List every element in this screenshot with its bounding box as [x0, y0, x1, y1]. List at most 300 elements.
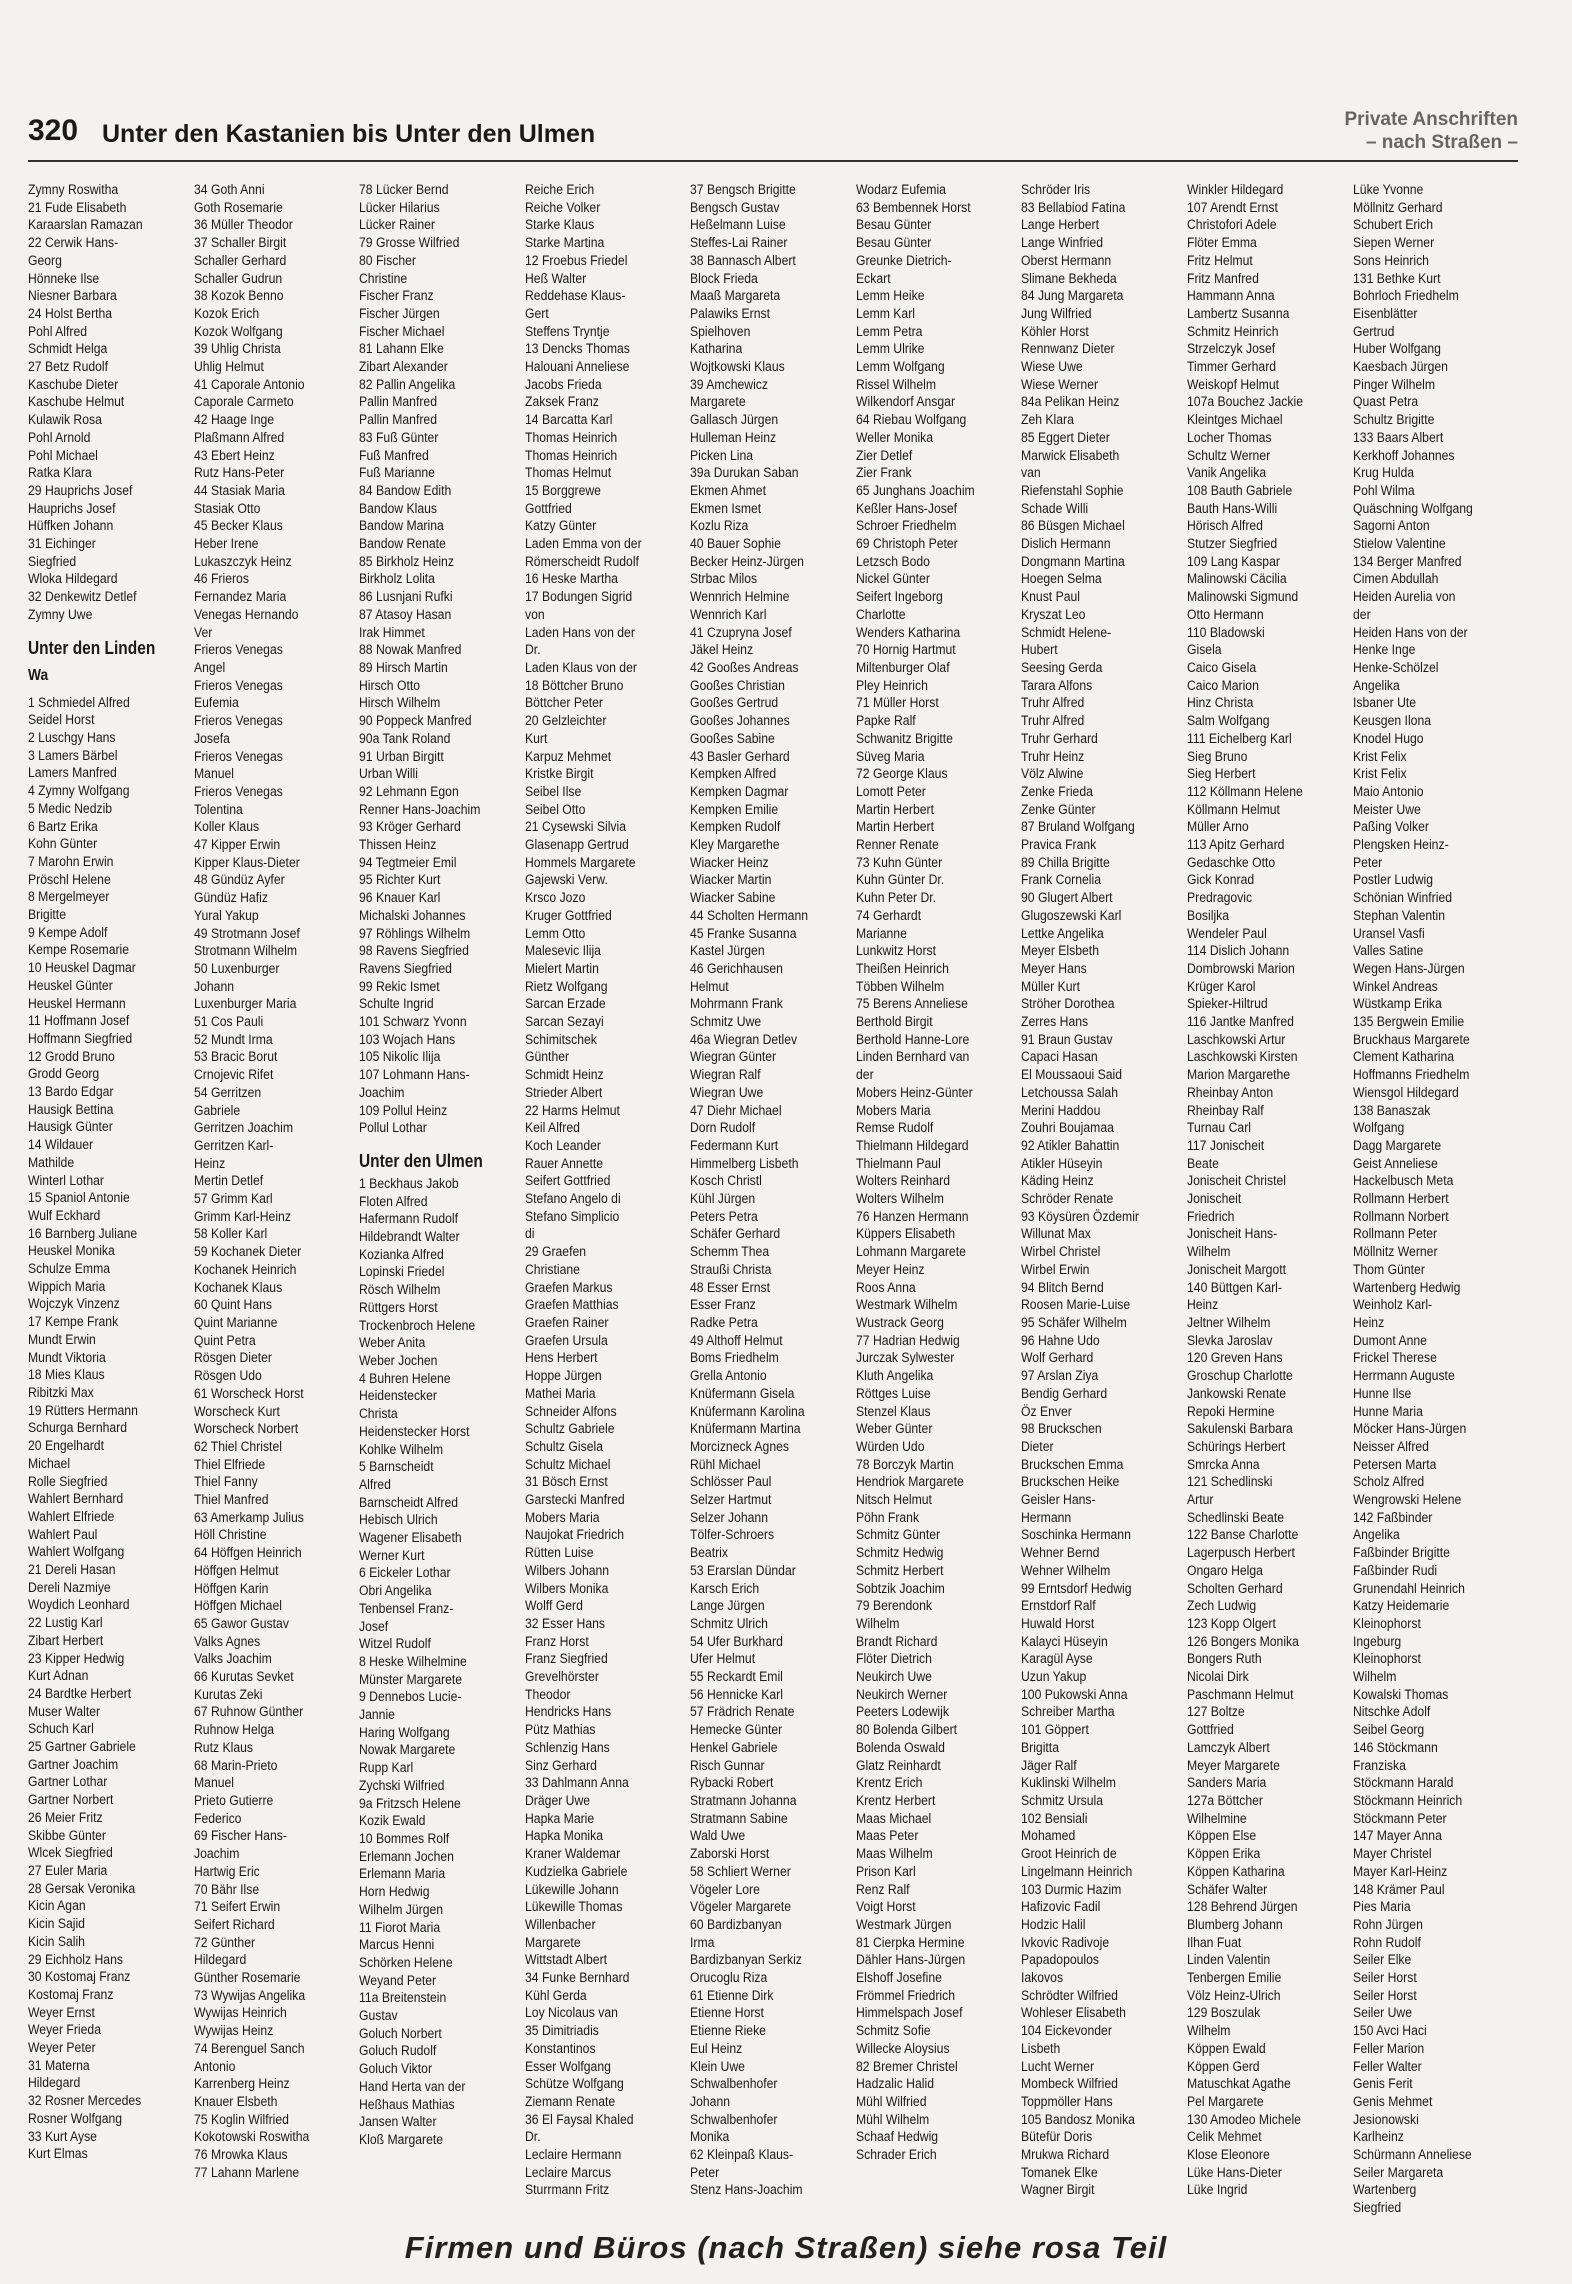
directory-entry: 84 Bandow Edith [359, 482, 452, 499]
directory-entry: Wahlert Bernhard [28, 1491, 124, 1508]
directory-entry: Schroer Friedhelm [855, 518, 957, 535]
directory-entry: Krist Felix [1352, 748, 1407, 765]
directory-entry: Wohleser Elisabeth [1021, 2005, 1127, 2022]
directory-entry: 92 Lehmann Egon [359, 783, 459, 800]
directory-entry: 49 Althoff Helmut [690, 1332, 783, 1349]
directory-entry: Rühl Michael [690, 1456, 761, 1473]
directory-entry: Malinowski Sigmund [1186, 589, 1299, 606]
directory-entry: Jansen Walter [359, 2114, 437, 2131]
directory-entry: Karpuz Mehmet [524, 748, 611, 765]
directory-entry: Caporale Carmeto [193, 394, 294, 411]
directory-entry: Kloß Margarete [359, 2131, 444, 2148]
directory-entry: 87 Bruland Wolfgang [1021, 819, 1136, 836]
directory-entry: Krentz Erich [855, 1775, 923, 1792]
directory-entry: Zenke Günter [1021, 801, 1096, 818]
directory-entry: Artur [1186, 1492, 1214, 1509]
directory-entry: 82 Bremer Christel [855, 2058, 958, 2075]
directory-entry: Maas Michael [855, 1810, 932, 1827]
directory-entry: Linden Bernhard van [855, 1049, 970, 1066]
directory-entry: Seibel Georg [1352, 1722, 1424, 1739]
directory-entry: Höffgen Karin [193, 1580, 268, 1597]
directory-entry: Seiler Horst [1352, 1970, 1417, 1987]
directory-entry: 41 Czupryna Josef [690, 624, 792, 641]
directory-entry: Wengrowski Helene [1352, 1492, 1461, 1509]
directory-entry: Wolters Reinhard [855, 1173, 950, 1190]
directory-entry: 30 Kostomaj Franz [28, 1969, 131, 1986]
directory-entry: Schmidt Helga [28, 341, 108, 358]
directory-column [359, 182, 501, 2222]
directory-entry: Laden Hans von der [524, 624, 635, 641]
directory-column [1353, 182, 1495, 2222]
directory-entry: 148 Krämer Paul [1352, 1881, 1445, 1898]
directory-entry: Schütze Wolfgang [524, 2076, 624, 2093]
directory-entry: Worscheck Norbert [193, 1421, 298, 1438]
directory-entry: Selzer Hartmut [690, 1492, 772, 1509]
directory-entry: Uzun Yakup [1021, 1669, 1087, 1686]
directory-entry: Wennrich Helmine [690, 589, 790, 606]
directory-entry: 53 Erarslan Dündar [690, 1562, 797, 1579]
directory-entry: Himmelspach Josef [855, 2005, 963, 2022]
directory-entry: Schubert Erich [1352, 217, 1433, 234]
directory-entry: 38 Kozok Benno [193, 288, 284, 305]
directory-entry: Petersen Marta [1352, 1456, 1436, 1473]
directory-entry: Dieter [1021, 1438, 1054, 1455]
directory-entry: Ruhnow Helga [193, 1722, 274, 1739]
directory-entry: 90 Glugert Albert [1021, 890, 1113, 907]
directory-entry: Heß Walter [524, 270, 586, 287]
directory-entry: Schmitz Ursula [1021, 1792, 1104, 1809]
directory-entry: Kühl Gerda [524, 1987, 587, 2004]
directory-entry: Heiden Hans von der [1352, 624, 1468, 641]
directory-entry: Beatrix [690, 1545, 729, 1562]
directory-entry: Krüger Karol [1186, 978, 1256, 995]
directory-entry: Riefenstahl Sophie [1021, 482, 1124, 499]
directory-entry: Stielow Valentine [1352, 536, 1446, 553]
directory-entry: Sturrmann Fritz [524, 2182, 609, 2199]
directory-entry: Kokotowski Roswitha [193, 2129, 309, 2146]
directory-entry: Kudzielka Gabriele [524, 1863, 628, 1880]
directory-entry: Spielhoven [690, 323, 751, 340]
directory-entry: 32 Denkewitz Detlef [28, 589, 137, 606]
directory-entry: Schönian Winfried [1352, 890, 1452, 907]
directory-entry: Ravens Siegfried [359, 960, 453, 977]
directory-entry: 71 Seifert Erwin [193, 1899, 280, 1916]
directory-entry: Sakulenski Barbara [1186, 1421, 1293, 1438]
directory-entry: Pies Maria [1352, 1899, 1411, 1916]
directory-entry: Kicin Sajid [28, 1916, 85, 1933]
directory-entry: Plaßmann Alfred [193, 429, 284, 446]
directory-entry: Sieg Herbert [1186, 766, 1256, 783]
directory-entry: Strzelczyk Josef [1186, 341, 1276, 358]
directory-entry: Bardizbanyan Serkiz [690, 1952, 803, 1969]
directory-entry: Cimen Abdullah [1352, 571, 1438, 588]
directory-entry: Federico [193, 1810, 242, 1827]
directory-entry: Pallin Manfred [359, 412, 438, 429]
directory-entry: Smrcka Anna [1186, 1456, 1260, 1473]
directory-entry: Geist Anneliese [1352, 1155, 1438, 1172]
directory-entry: Westmark Jürgen [855, 1916, 952, 1933]
directory-entry: Kicin Salih [28, 1933, 85, 1950]
directory-entry: Rolle Siegfried [28, 1473, 108, 1490]
directory-entry: Kurt [524, 730, 548, 747]
directory-entry: Klose Eleonore [1186, 2147, 1270, 2164]
directory-entry: Matuschkat Agathe [1186, 2076, 1291, 2093]
directory-entry: Mühl Wilhelm [855, 2111, 930, 2128]
directory-entry: 79 Berendonk [855, 1598, 932, 1615]
directory-entry: Schäfer Walter [1186, 1881, 1268, 1898]
directory-entry: Knauer Elsbeth [193, 2093, 277, 2110]
directory-entry: Schwalbenhofer [690, 2076, 778, 2093]
directory-entry: Capaci Hasan [1021, 1049, 1099, 1066]
directory-entry: Römerscheidt Rudolf [524, 553, 639, 570]
directory-entry: Wolfgang [1352, 1120, 1404, 1137]
directory-entry: Konstantinos [524, 2040, 596, 2057]
directory-entry: Schultz Michael [524, 1456, 611, 1473]
directory-entry: Valles Satine [1352, 943, 1423, 960]
directory-entry: Kuhn Peter Dr. [855, 890, 936, 907]
directory-entry: Gertrud [1352, 323, 1394, 340]
directory-entry: Kostomaj Franz [28, 1986, 114, 2003]
directory-entry: Köllmann Helmut [1186, 801, 1280, 818]
directory-entry: Frömmel Friedrich [855, 1987, 955, 2004]
directory-entry: Kluth Angelika [855, 1368, 934, 1385]
directory-entry: 21 Cysewski Silvia [524, 819, 626, 836]
directory-entry: Jannie [359, 1707, 396, 1724]
directory-entry: Schmidt Heinz [524, 1067, 604, 1084]
directory-entry: Gooßes Christian [690, 677, 786, 694]
directory-entry: 85 Eggert Dieter [1021, 429, 1111, 446]
directory-entry: Lemm Otto [524, 925, 586, 942]
directory-entry: Werner Kurt [359, 1547, 425, 1564]
directory-entry: Reiche Erich [524, 182, 594, 198]
directory-entry: Lukaszczyk Heinz [193, 553, 292, 570]
directory-entry: 94 Blitch Bernd [1021, 1279, 1105, 1296]
directory-entry: 100 Pukowski Anna [1021, 1686, 1128, 1703]
directory-entry: Wiacker Heinz [690, 854, 769, 871]
directory-entry: Zaborski Horst [690, 1846, 770, 1863]
directory-entry: 27 Euler Maria [28, 1862, 108, 1879]
directory-entry: Gallasch Jürgen [690, 412, 779, 429]
directory-entry: Stutzer Siegfried [1186, 536, 1278, 553]
directory-entry: Franziska [1352, 1757, 1406, 1774]
directory-entry: Wolff Gerd [524, 1598, 583, 1615]
directory-entry: Wartenberg Hedwig [1352, 1279, 1460, 1296]
directory-entry: Starke Klaus [524, 217, 594, 234]
directory-entry: Repoki Hermine [1186, 1403, 1275, 1420]
directory-entry: Blumberg Johann [1186, 1916, 1283, 1933]
directory-entry: Renz Ralf [855, 1881, 910, 1898]
directory-entry: 140 Büttgen Karl- [1186, 1279, 1282, 1296]
directory-entry: Wahlert Elfriede [28, 1508, 115, 1525]
directory-entry: Pohl Michael [28, 447, 98, 464]
directory-entry: 80 Bolenda Gilbert [855, 1722, 957, 1739]
directory-entry: Schaller Gudrun [193, 270, 282, 287]
directory-entry: Nowak Margarete [359, 1742, 456, 1759]
directory-entry: Möllnitz Gerhard [1352, 199, 1443, 216]
directory-entry: Ekmen Ismet [690, 500, 762, 517]
directory-entry: Schulte Ingrid [359, 996, 434, 1013]
directory-entry: Rybacki Robert [690, 1775, 774, 1792]
district-code: Wa [28, 666, 49, 684]
directory-entry: Scholten Gerhard [1186, 1580, 1283, 1597]
directory-entry: Völz Heinz-Ulrich [1186, 1987, 1281, 2004]
directory-entry: Kicin Agan [28, 1898, 86, 1915]
street-heading: Unter den Ulmen [359, 1150, 483, 1171]
directory-entry: Fritz Helmut [1186, 252, 1253, 269]
directory-entry: Kempken Dagmar [690, 783, 789, 800]
directory-entry: Johann [690, 2093, 731, 2110]
directory-entry: Weyer Peter [28, 2040, 96, 2057]
directory-entry: Ver [193, 624, 212, 641]
directory-entry: Seesing Gerda [1021, 659, 1103, 676]
directory-entry: Karsch Erich [690, 1580, 760, 1597]
directory-entry: Reddehase Klaus- [524, 288, 626, 305]
directory-entry: Meister Uwe [1352, 801, 1421, 818]
directory-entry: Stasiak Otto [193, 500, 261, 517]
directory-entry: Marcus Henni [359, 1937, 435, 1954]
directory-entry: 69 Christoph Peter [855, 536, 958, 553]
directory-entry: Maio Antonio [1352, 783, 1424, 800]
directory-entry: Schlenzig Hans [524, 1739, 610, 1756]
directory-entry: Starke Martina [524, 235, 605, 252]
directory-entry: Isbaner Ute [1352, 695, 1416, 712]
directory-entry: Dislich Hermann [1021, 536, 1111, 553]
directory-entry: Mobers Heinz-Günter [855, 1084, 973, 1101]
directory-entry: 101 Schwarz Yvonn [359, 1014, 467, 1031]
directory-entry: Fischer Jürgen [359, 305, 440, 322]
directory-entry: Wodarz Eufemia [855, 182, 946, 198]
directory-entry: Schmidt Helene- [1021, 624, 1112, 641]
directory-entry: Karlheinz [1352, 2129, 1404, 2146]
directory-entry: 94 Tegtmeier Emil [359, 854, 457, 871]
directory-entry: 9 Dennebos Lucie- [359, 1689, 462, 1706]
directory-entry: 46 Frieros [193, 571, 249, 588]
directory-entry: 134 Berger Manfred [1352, 553, 1462, 570]
directory-entry: Goluch Norbert [359, 2025, 442, 2042]
directory-entry: Köppen Gerd [1186, 2058, 1260, 2075]
directory-entry: Rüttgers Horst [359, 1299, 438, 1316]
directory-entry: Bolenda Oswald [855, 1739, 945, 1756]
directory-entry: Bandow Klaus [359, 500, 438, 517]
directory-entry: Leclaire Hermann [524, 2147, 621, 2164]
directory-entry: Atikler Hüseyin [1021, 1155, 1103, 1172]
directory-entry: Margarete [690, 394, 746, 411]
directory-entry: 53 Bracic Borut [193, 1049, 277, 1066]
directory-entry: Weber Günter [855, 1421, 933, 1438]
directory-entry: Weyand Peter [359, 1972, 437, 1989]
directory-entry: Maas Peter [855, 1828, 919, 1845]
directory-entry: Christiane [524, 1261, 580, 1278]
directory-entry: 96 Knauer Karl [359, 890, 441, 907]
directory-entry: Rollmann Herbert [1352, 1191, 1449, 1208]
directory-entry: Jäger Ralf [1021, 1757, 1077, 1774]
directory-entry: Angelika [1352, 1527, 1400, 1544]
directory-entry: Brandt Richard [855, 1633, 938, 1650]
directory-entry: Rheinbay Anton [1186, 1084, 1274, 1101]
directory-entry: Wlcek Siegfried [28, 1845, 113, 1862]
directory-entry: Kruger Gottfried [524, 907, 612, 924]
directory-entry: Besau Günter [855, 235, 932, 252]
directory-entry: 18 Mies Klaus [28, 1367, 105, 1384]
directory-entry: Erlemann Jochen [359, 1848, 455, 1865]
directory-entry: Thiel Manfred [193, 1492, 269, 1509]
directory-entry: Kempken Emilie [690, 801, 779, 818]
directory-entry: 92 Atikler Bahattin [1021, 1137, 1120, 1154]
directory-entry: Alfred [359, 1476, 391, 1493]
directory-entry: Esser Franz [690, 1297, 757, 1314]
directory-entry: Peeters Lodewijk [855, 1704, 949, 1721]
directory-entry: Wahlert Paul [28, 1526, 98, 1543]
directory-entry: Kochanek Klaus [193, 1279, 282, 1296]
directory-entry: Kipper Klaus-Dieter [193, 854, 300, 871]
directory-entry: Hoffmanns Friedhelm [1352, 1067, 1469, 1084]
directory-entry: Kleinophorst [1352, 1651, 1421, 1668]
directory-entry: Bütefür Doris [1021, 2129, 1093, 2146]
page-header [28, 104, 1518, 164]
directory-entry: Lamers Manfred [28, 765, 117, 782]
directory-entry: Knüfermann Gisela [690, 1385, 795, 1402]
directory-entry: Gerritzen Joachim [193, 1120, 293, 1137]
directory-entry: 44 Scholten Hermann [690, 907, 809, 924]
directory-entry: Rauer Annette [524, 1155, 603, 1172]
directory-entry: Stenzel Klaus [855, 1403, 931, 1420]
directory-entry: Neukirch Werner [855, 1686, 948, 1703]
directory-entry: Schultz Brigitte [1352, 412, 1434, 429]
directory-entry: Brigitte [28, 907, 66, 924]
directory-entry: Roosen Marie-Luise [1021, 1297, 1131, 1314]
directory-entry: Gabriele [193, 1102, 240, 1119]
directory-entry: der [1352, 606, 1371, 623]
directory-entry: Zier Detlef [855, 447, 913, 464]
directory-entry: Wilkendorf Ansgar [855, 394, 955, 411]
directory-entry: 103 Durmic Hazim [1021, 1881, 1122, 1898]
directory-entry: 61 Worscheck Horst [193, 1385, 304, 1402]
directory-entry: Willecke Aloysius [855, 2040, 950, 2057]
street-heading: Unter den Linden [28, 637, 156, 658]
directory-entry: Christine [359, 270, 408, 287]
directory-entry: 36 El Faysal Khaled [524, 2111, 634, 2128]
directory-entry: Martin Herbert [855, 819, 934, 836]
directory-entry: 7 Marohn Erwin [28, 853, 114, 870]
directory-entry: Rohn Rudolf [1352, 1934, 1421, 1951]
directory-entry: 80 Fischer [359, 252, 417, 269]
directory-entry: Quäschning Wolfgang [1352, 500, 1473, 517]
directory-entry: Kempken Rudolf [690, 819, 781, 836]
directory-entry: Kozik Ewald [359, 1813, 426, 1830]
directory-entry: Dähler Hans-Jürgen [855, 1952, 966, 1969]
directory-entry: 142 Faßbinder [1352, 1509, 1432, 1526]
directory-entry: Helmut [690, 978, 729, 995]
directory-entry: 9 Kempe Adolf [28, 924, 108, 941]
directory-entry: Höll Christine [193, 1527, 267, 1544]
directory-entry: Süveg Maria [855, 748, 925, 765]
directory-entry: Roos Anna [855, 1279, 916, 1296]
directory-entry: Schemm Thea [690, 1244, 770, 1261]
directory-entry: 104 Eickevonder [1021, 2023, 1113, 2040]
directory-entry: Dumont Anne [1352, 1332, 1427, 1349]
directory-entry: Goluch Rudolf [359, 2043, 437, 2060]
directory-entry: 2 Luschgy Hans [28, 729, 116, 746]
directory-entry: Malesevic Ilija [524, 943, 601, 960]
directory-entry: Lange Jürgen [690, 1598, 765, 1615]
directory-entry: Hörisch Alfred [1186, 518, 1263, 535]
directory-entry: Höffgen Michael [193, 1598, 282, 1615]
directory-entry: Bongers Ruth [1186, 1651, 1262, 1668]
directory-entry: Frieros Venegas [193, 642, 283, 659]
directory-entry: Urban Willi [359, 766, 419, 783]
directory-entry: 3 Lamers Bärbel [28, 747, 118, 764]
directory-entry: 107 Arendt Ernst [1186, 199, 1278, 216]
directory-entry: Zaksek Franz [524, 394, 599, 411]
directory-entry: Eufemia [193, 695, 239, 712]
directory-entry: Katzy Heidemarie [1352, 1598, 1449, 1615]
directory-entry: 121 Schedlinski [1186, 1474, 1273, 1491]
directory-entry: Friedrich [1186, 1208, 1235, 1225]
directory-entry: Wagner Birgit [1021, 2182, 1095, 2199]
directory-entry: Mundt Viktoria [28, 1349, 106, 1366]
directory-entry: Kley Margarethe [690, 837, 780, 854]
directory-entry: 14 Wildauer [28, 1137, 94, 1154]
directory-entry: Wahlert Wolfgang [28, 1544, 125, 1561]
directory-entry: 24 Holst Bertha [28, 305, 113, 322]
directory-entry: Venegas Hernando [193, 606, 299, 623]
directory-entry: Haring Wolfgang [359, 1724, 450, 1741]
directory-entry: 54 Ufer Burkhard [690, 1633, 784, 1650]
directory-entry: Hirsch Otto [359, 677, 421, 694]
directory-entry: Dombrowski Marion [1186, 960, 1295, 977]
directory-entry: 57 Grimm Karl [193, 1191, 273, 1208]
directory-entry: 88 Nowak Manfred [359, 642, 462, 659]
directory-entry: 15 Spaniol Antonie [28, 1190, 130, 1207]
directory-entry: 89 Hirsch Martin [359, 659, 448, 676]
directory-entry: 108 Bauth Gabriele [1186, 482, 1293, 499]
directory-entry: Herrmann Auguste [1352, 1368, 1455, 1385]
directory-entry: Pütz Mathias [524, 1722, 596, 1739]
directory-entry: Kozok Erich [193, 305, 259, 322]
directory-entry: Hafizovic Fadil [1021, 1899, 1101, 1916]
directory-entry: Zier Frank [855, 465, 912, 482]
directory-entry: Zibart Alexander [359, 359, 448, 376]
directory-entry: Valks Joachim [193, 1651, 272, 1668]
directory-entry: 5 Medic Nedzib [28, 800, 113, 817]
directory-entry: 98 Bruckschen [1021, 1421, 1103, 1438]
directory-entry: Lomott Peter [855, 783, 926, 800]
directory-entry: Kristke Birgit [524, 766, 594, 783]
directory-entry: Caico Marion [1186, 677, 1259, 694]
directory-entry: Wartenberg [1352, 2182, 1416, 2199]
directory-entry: Slimane Bekheda [1021, 270, 1118, 287]
directory-column [690, 182, 832, 2222]
footer-note: Firmen und Büros (nach Straßen) siehe rosa Teil [404, 2230, 1168, 2265]
directory-entry: Wilhelm [855, 1615, 900, 1632]
directory-entry: Jeltner Wilhelm [1186, 1315, 1271, 1331]
directory-entry: 74 Berenguel Sanch [193, 2040, 305, 2057]
directory-entry: Huwald Horst [1021, 1615, 1095, 1632]
directory-entry: Berthold Hanne-Lore [855, 1031, 970, 1048]
directory-entry: Stephan Valentin [1352, 907, 1445, 924]
directory-entry: Pröschl Helene [28, 871, 111, 888]
directory-entry: Quast Petra [1352, 394, 1418, 411]
directory-entry: 113 Apitz Gerhard [1186, 837, 1285, 854]
directory-entry: van [1021, 465, 1042, 482]
directory-entry: Hapka Marie [524, 1810, 594, 1827]
directory-entry: Kraner Waldemar [524, 1846, 620, 1863]
directory-entry: Ziemann Renate [524, 2093, 615, 2110]
directory-entry: Flöter Dietrich [855, 1651, 932, 1668]
directory-entry: Hubert [1021, 642, 1059, 659]
directory-entry: Heber Irene [193, 536, 258, 553]
directory-entry: Caico Gisela [1186, 659, 1257, 676]
